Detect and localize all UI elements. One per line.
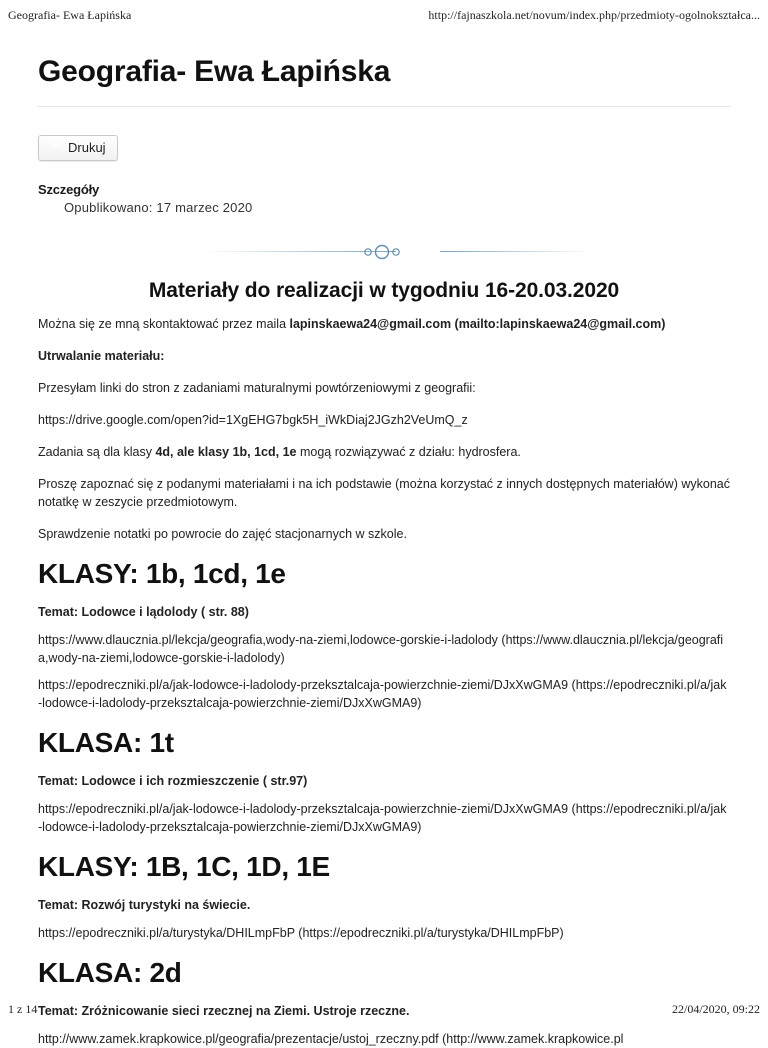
section-topic-4: Temat: Zróżnicowanie sieci rzecznej na Ziemi. Ustroje rzeczne. <box>38 1004 410 1018</box>
print-footer <box>8 1002 760 1018</box>
section-link-1-1[interactable]: https://www.dlaucznia.pl/lekcja/geografia,wody-na-ziemi,lodowce-gorskie-i-ladolody (https://www.dlaucznia.pl/lekcja/geografia,wody-na-ziemi,lodowce-gorskie-i-ladolody) <box>38 633 724 665</box>
ornament-circles-icon <box>360 242 408 262</box>
published-date: Opublikowano: 17 marzec 2020 <box>64 200 253 215</box>
links-intro: Przesyłam linki do stron z zadaniami maturalnymi powtórzeniowymi z geografii: <box>38 381 476 395</box>
section-topic-3: Temat: Rozwój turystyki na świecie. <box>38 898 251 912</box>
section-topic-2: Temat: Lodowce i ich rozmieszczenie ( str.97) <box>38 774 308 788</box>
contact-paragraph <box>38 315 730 333</box>
utrwalanie-heading <box>38 347 730 365</box>
section-heading-1: KLASY: 1b, 1cd, 1e <box>38 558 286 589</box>
section-link-2-1[interactable]: https://epodreczniki.pl/a/jak-lodowce-i-ladolody-przeksztalcaja-powierzchnie-ziemi/DJxXwGMA9 (https://epodreczniki.pl/a/jak-lodowce-i-ladolody-przeksztalcaja-powierzchnie-ziemi/DJxXwGMA9) <box>38 802 727 834</box>
details-label: Szczegóły <box>38 182 100 197</box>
print-header-url: http://fajnaszkola.net/novum/index.php/przedmioty-ogolnokształca... <box>428 8 760 22</box>
check-paragraph: Sprawdzenie notatki po powrocie do zajęć stacjonarnych w szkole. <box>38 527 407 541</box>
section-link-4-1[interactable]: http://www.zamek.krapkowice.pl/geografia/prezentacje/ustoj_rzeczny.pdf (http://www.zamek.krapkowice.pl <box>38 1032 624 1046</box>
section-heading-2: KLASA: 1t <box>38 727 174 758</box>
printer-icon <box>49 143 61 153</box>
contact-text: Można się ze mną skontaktować przez maila <box>38 317 290 331</box>
instructions-paragraph: Proszę zapoznać się z podanymi materiałami i na ich podstawie (można korzystać z innych dostępnych materiałów) wykonać notatkę w zeszycie przedmiotowym. <box>38 477 730 509</box>
title-divider <box>38 106 730 107</box>
decorative-divider <box>38 241 730 263</box>
print-button-label: Drukuj <box>68 140 106 155</box>
print-header <box>8 8 760 26</box>
section-heading-4: KLASA: 2d <box>38 957 182 988</box>
section-heading-3: KLASY: 1B, 1C, 1D, 1E <box>38 851 330 882</box>
zadania-classes: 4d, ale klasy 1b, 1cd, 1e <box>155 445 297 459</box>
section-topic-1: Temat: Lodowce i lądolody ( str. 88) <box>38 605 249 619</box>
zadania-post: mogą rozwiązywać z działu: hydrosfera. <box>296 445 521 459</box>
page-counter: 1 z 14 <box>8 1002 38 1016</box>
article-details <box>38 182 730 215</box>
print-header-title: Geografia- Ewa Łapińska <box>8 8 132 22</box>
contact-email-link[interactable]: lapinskaewa24@gmail.com (mailto:lapinskaewa24@gmail.com) <box>289 317 666 331</box>
article <box>38 52 730 1048</box>
print-timestamp: 22/04/2020, 09:22 <box>671 1002 760 1016</box>
page-title: Geografia- Ewa Łapińska <box>38 55 391 88</box>
print-button[interactable] <box>38 135 118 161</box>
drive-link[interactable]: https://drive.google.com/open?id=1XgEHG7bgk5H_iWkDiaj2JGzh2VeUmQ_z <box>38 413 468 427</box>
zadania-paragraph <box>38 443 730 461</box>
article-subtitle: Materiały do realizacji w tygodniu 16-20.03.2020 <box>148 279 620 302</box>
section-link-3-1[interactable]: https://epodreczniki.pl/a/turystyka/DHILmpFbP (https://epodreczniki.pl/a/turystyka/DHILmpFbP) <box>38 926 564 940</box>
zadania-pre: Zadania są dla klasy <box>38 445 156 459</box>
utrwalanie-label: Utrwalanie materiału: <box>38 349 165 363</box>
divider-line-right <box>440 251 590 252</box>
section-link-1-2[interactable]: https://epodreczniki.pl/a/jak-lodowce-i-ladolody-przeksztalcaja-powierzchnie-ziemi/DJxXwGMA9 (https://epodreczniki.pl/a/jak-lodowce-i-ladolody-przeksztalcaja-powierzchnie-ziemi/DJxXwGMA9) <box>38 678 727 710</box>
